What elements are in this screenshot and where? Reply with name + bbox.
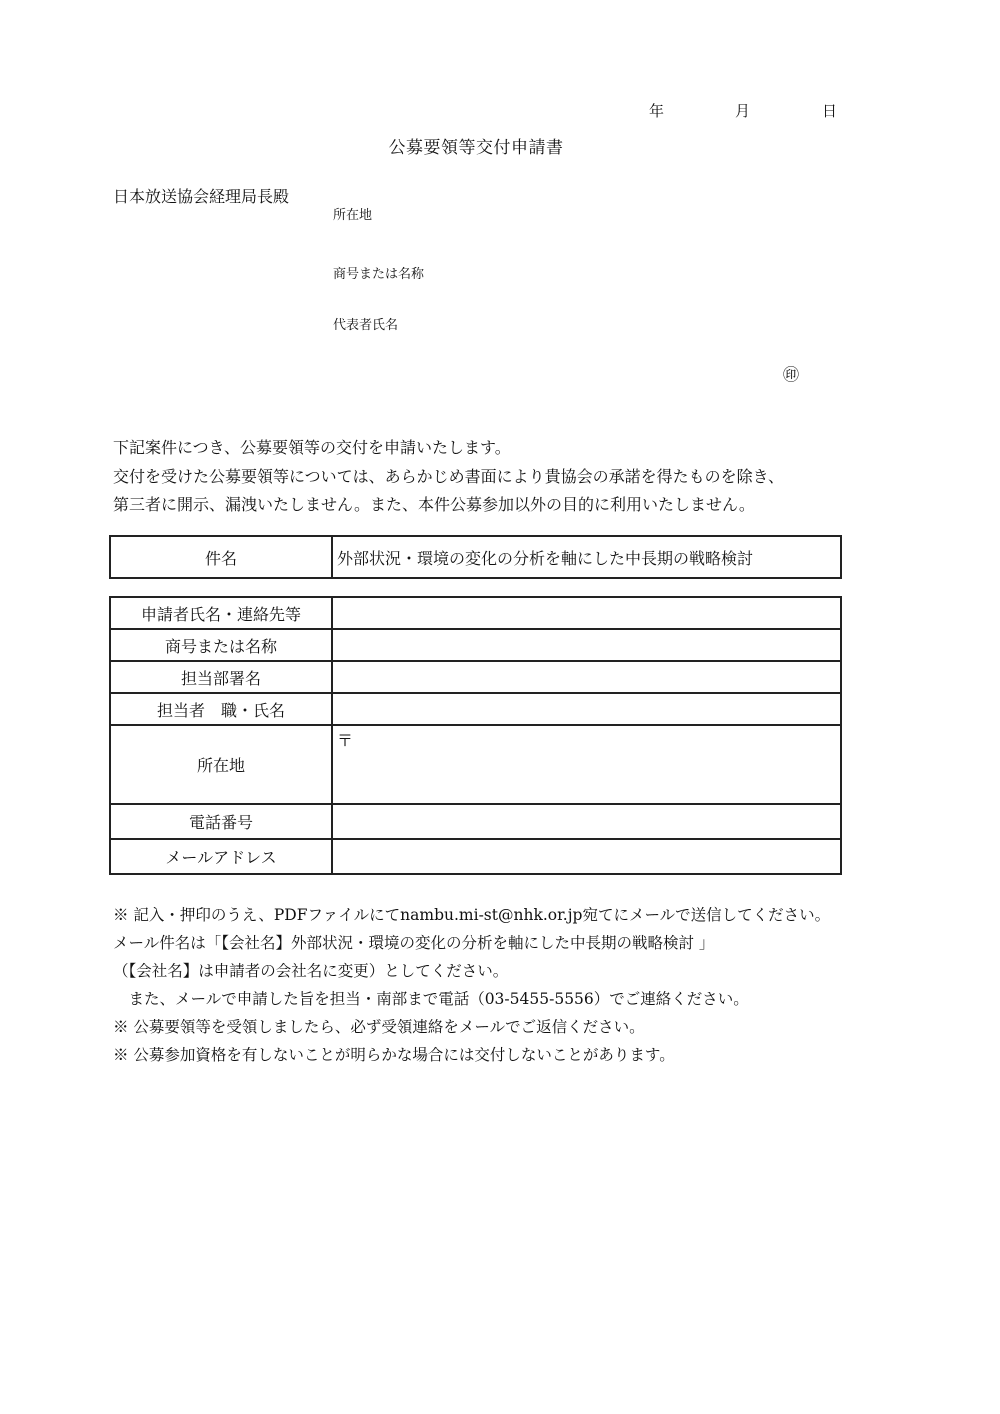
person-in-charge-label: 担当者 職・氏名	[110, 693, 332, 725]
note-line-2: メール件名は「【会社名】外部状況・環境の変化の分析を軸にした中長期の戦略検討 」	[113, 934, 715, 952]
sender-representative-label: 代表者氏名	[333, 318, 399, 333]
seal-mark: ㊞	[783, 365, 800, 384]
address-field[interactable]: 〒	[332, 725, 841, 804]
note-line-5: ※ 公募要領等を受領しましたら、必ず受領連絡をメールでご返信ください。	[113, 1018, 645, 1036]
department-field[interactable]	[332, 661, 841, 693]
table-row	[110, 597, 841, 629]
table-row	[110, 804, 841, 839]
note-line-1: ※ 記入・押印のうえ、PDFファイルにてnambu.mi-st@nhk.or.jp宛てにメールで送信してください。	[113, 906, 831, 924]
applicant-table	[109, 596, 842, 875]
subject-value: 外部状況・環境の変化の分析を軸にした中長期の戦略検討	[332, 536, 841, 578]
body-line-3: 第三者に開示、漏洩いたしません。また、本件公募参加以外の目的に利用いたしません。	[113, 495, 755, 514]
subject-label: 件名	[110, 536, 332, 578]
document-title: 公募要領等交付申請書	[388, 138, 564, 158]
sender-company-label: 商号または名称	[333, 267, 425, 282]
company-name-label: 商号または名称	[110, 629, 332, 661]
address-label: 所在地	[110, 725, 332, 804]
table-row	[110, 693, 841, 725]
subject-table	[109, 535, 842, 579]
phone-field[interactable]	[332, 804, 841, 839]
date-year-label: 年	[649, 102, 665, 120]
sender-address-label: 所在地	[333, 208, 373, 223]
email-label: メールアドレス	[110, 839, 332, 874]
date-month-label: 月	[735, 102, 751, 120]
applicant-name-contact-label: 申請者氏名・連絡先等	[110, 597, 332, 629]
addressee: 日本放送協会経理局長殿	[113, 187, 290, 206]
company-name-field[interactable]	[332, 629, 841, 661]
table-row	[110, 661, 841, 693]
note-line-6: ※ 公募参加資格を有しないことが明らかな場合には交付しないことがあります。	[113, 1046, 675, 1064]
table-row	[110, 839, 841, 874]
email-field[interactable]	[332, 839, 841, 874]
person-in-charge-field[interactable]	[332, 693, 841, 725]
date-day-label: 日	[822, 102, 838, 120]
applicant-name-contact-field[interactable]	[332, 597, 841, 629]
department-label: 担当部署名	[110, 661, 332, 693]
phone-label: 電話番号	[110, 804, 332, 839]
body-line-2: 交付を受けた公募要領等については、あらかじめ書面により貴協会の承諾を得たものを除き、	[113, 467, 785, 486]
note-line-3: （【会社名】は申請者の会社名に変更）としてください。	[113, 962, 509, 980]
table-row	[110, 629, 841, 661]
note-line-4: また、メールで申請した旨を担当・南部まで電話（03-5455-5556）でご連絡ください。	[113, 990, 749, 1008]
subject-row	[110, 536, 841, 578]
table-row	[110, 725, 841, 804]
body-line-1: 下記案件につき、公募要領等の交付を申請いたします。	[113, 438, 511, 457]
